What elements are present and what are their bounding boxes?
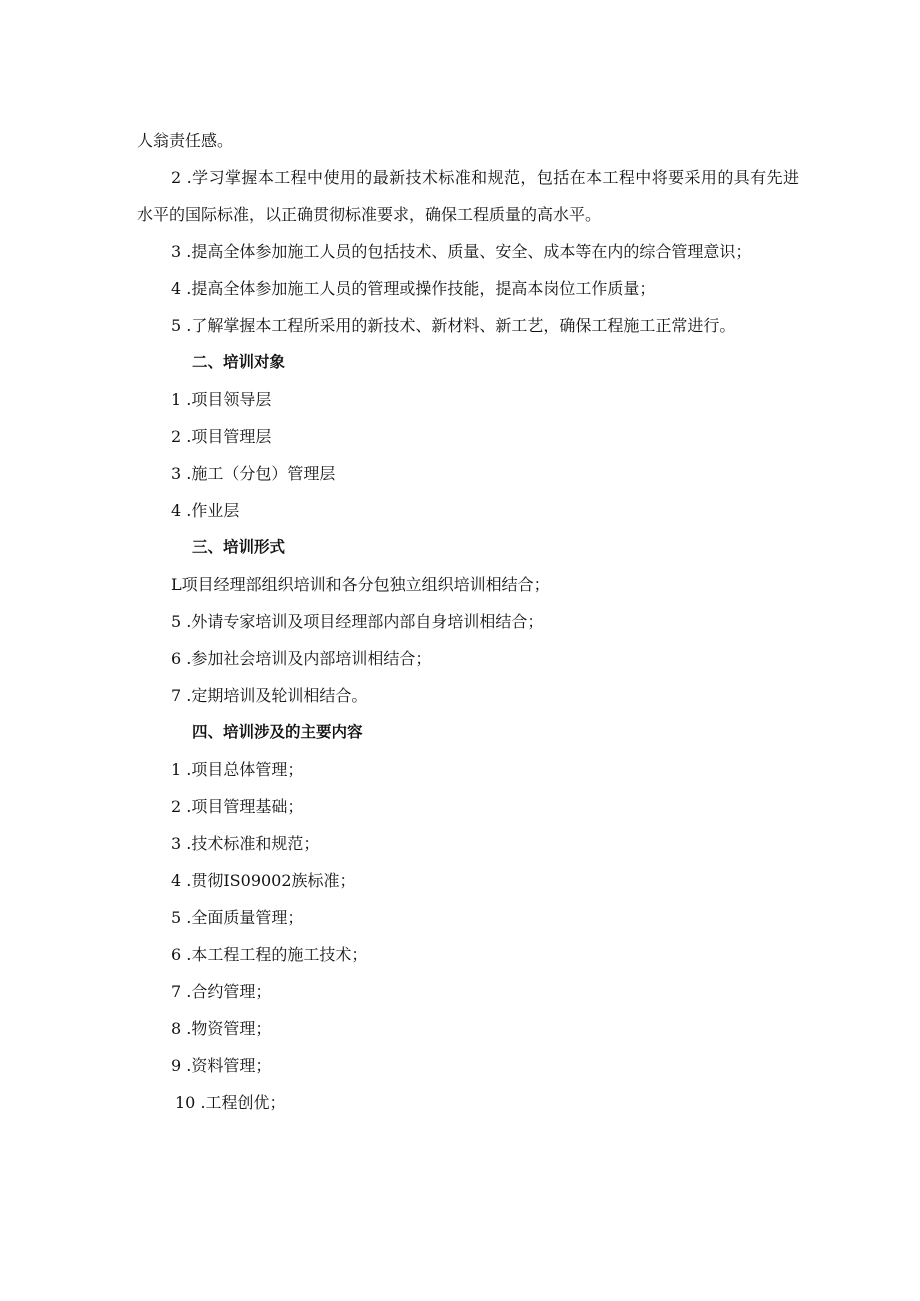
list-item: 4 .作业层	[171, 501, 240, 520]
list-item: 10 .工程创优；	[175, 1093, 286, 1112]
list-item: L项目经理部组织培训和各分包独立组织培训相结合；	[171, 575, 550, 594]
goal-paragraph-4: 4 .提高全体参加施工人员的管理或操作技能，提高本岗位工作质量；	[171, 279, 656, 298]
list-item: 2 .项目管理层	[171, 427, 272, 446]
list-item: 8 .物资管理；	[171, 1019, 272, 1038]
goal-paragraph-5: 5 .了解掌握本工程所采用的新技术、新材料、新工艺，确保工程施工正常进行。	[171, 316, 736, 335]
section-heading-training-targets: 二、培训对象	[192, 353, 286, 371]
list-item: 6 .参加社会培训及内部培训相结合；	[171, 649, 432, 668]
goal-paragraph-3: 3 .提高全体参加施工人员的包括技术、质量、安全、成本等在内的综合管理意识；	[171, 242, 752, 261]
list-item: 9 .资料管理；	[171, 1056, 272, 1075]
list-item: 3 .施工（分包）管理层	[171, 464, 336, 483]
list-item: 7 .定期培训及轮训相结合。	[171, 686, 368, 705]
document-body	[137, 122, 799, 1121]
section-heading-training-content: 四、培训涉及的主要内容	[192, 723, 363, 741]
list-item: 1 .项目总体管理；	[171, 760, 304, 779]
section-heading-training-forms: 三、培训形式	[192, 538, 286, 556]
list-item: 2 .项目管理基础；	[171, 797, 304, 816]
list-item: 1 .项目领导层	[171, 390, 272, 409]
intro-tail-paragraph: 人翁责任感。	[137, 131, 234, 150]
list-item: 3 .技术标准和规范；	[171, 834, 320, 853]
list-item: 7 .合约管理；	[171, 982, 272, 1001]
list-item: 4 .贯彻IS09002族标准；	[171, 871, 356, 890]
list-item: 5 .全面质量管理；	[171, 908, 304, 927]
list-item: 6 .本工程工程的施工技术；	[171, 945, 368, 964]
goal-paragraph-2: 2 .学习掌握本工程中使用的最新技术标准和规范，包括在本工程中将要采用的具有先进水平的国际标准，以正确贯彻标准要求，确保工程质量的高水平。	[137, 168, 799, 224]
list-item: 5 .外请专家培训及项目经理部内部自身培训相结合；	[171, 612, 544, 631]
